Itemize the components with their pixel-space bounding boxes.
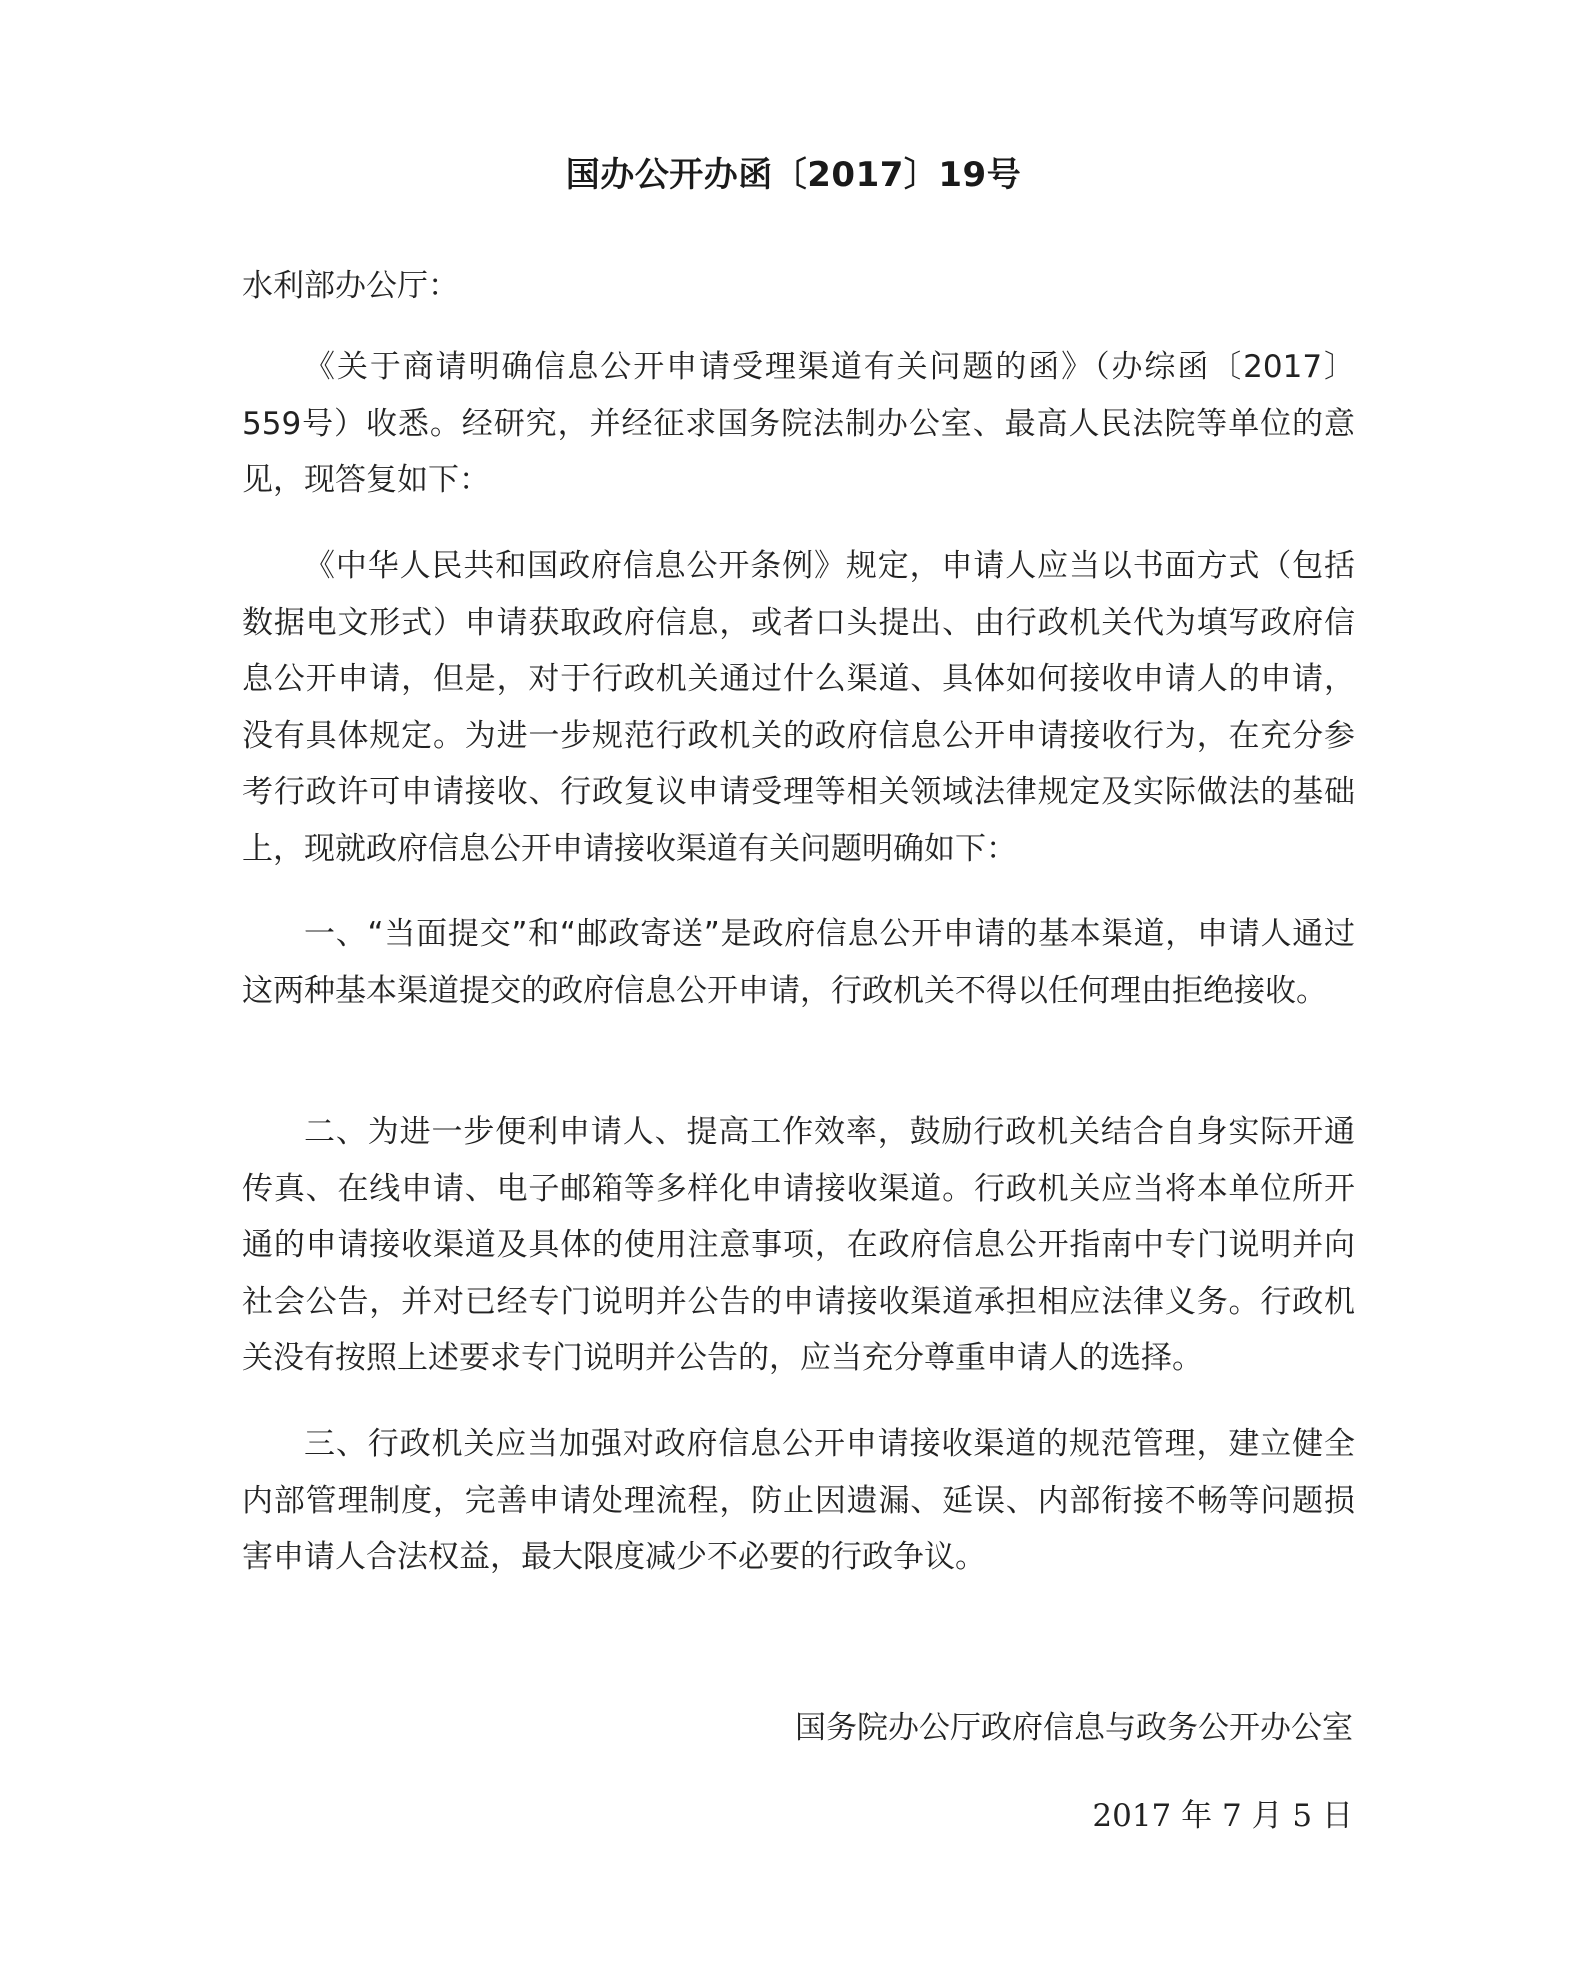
paragraph-reply-intro: 《关于商请明确信息公开申请受理渠道有关问题的函》（办综函〔2017〕559号）收悉。经研究，并经征求国务院法制办公室、最高人民法院等单位的意见，现答复如下：: [242, 349, 1355, 498]
paragraph-item-two: 二、为进一步便利申请人、提高工作效率，鼓励行政机关结合自身实际开通传真、在线申请、电子邮箱等多样化申请接收渠道。行政机关应当将本单位所开通的申请接收渠道及具体的使用注意事项，在政府信息公开指南中专门说明并向社会公告，并对已经专门说明并公告的申请接收渠道承担相应法律义务。行政机关没有按照上述要求专门说明并公告的，应当充分尊重申请人的选择。: [242, 1114, 1355, 1376]
salutation: 水利部办公厅：: [242, 268, 459, 304]
paragraph-regulation-background: 《中华人民共和国政府信息公开条例》规定，申请人应当以书面方式（包括数据电文形式）申请获取政府信息，或者口头提出、由行政机关代为填写政府信息公开申请，但是，对于行政机关通过什么渠道、具体如何接收申请人的申请，没有具体规定。为进一步规范行政机关的政府信息公开申请接收行为，在充分参考行政许可申请接收、行政复议申请受理等相关领域法律规定及实际做法的基础上，现就政府信息公开申请接收渠道有关问题明确如下：: [242, 548, 1355, 867]
issue-date: 2017 年 7 月 5 日: [1092, 1798, 1353, 1834]
document-title: 国办公开办函〔2017〕19号: [565, 155, 1022, 195]
issuing-office-signature: 国务院办公厅政府信息与政务公开办公室: [795, 1710, 1353, 1746]
paragraph-item-three: 三、行政机关应当加强对政府信息公开申请接收渠道的规范管理，建立健全内部管理制度，完善申请处理流程，防止因遗漏、延误、内部衔接不畅等问题损害申请人合法权益，最大限度减少不必要的行政争议。: [242, 1426, 1355, 1575]
paragraph-item-one: 一、“当面提交”和“邮政寄送”是政府信息公开申请的基本渠道，申请人通过这两种基本渠道提交的政府信息公开申请，行政机关不得以任何理由拒绝接收。: [242, 916, 1355, 1009]
